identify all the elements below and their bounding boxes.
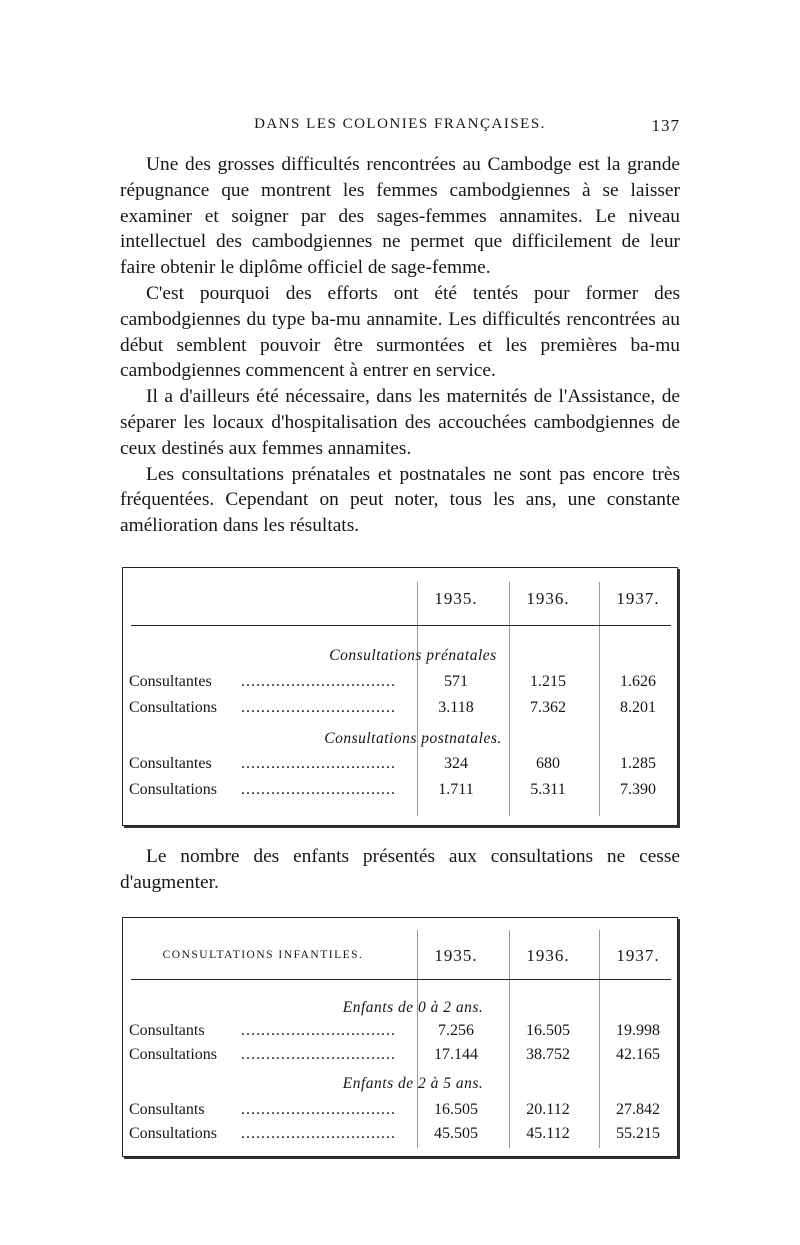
header-rule [131,625,671,626]
row-label: Consultations [129,781,218,798]
cell-value: 7.256 [438,1022,474,1039]
row-label: Consultations [129,1046,218,1063]
cell-value: 16.505 [526,1022,570,1039]
cell-value: 1.626 [620,673,656,690]
cell-value: 38.752 [526,1046,570,1063]
leader-dots: ............................... [241,781,396,798]
row-label: Consultants [129,1022,205,1039]
infant-consultations-table [122,917,678,1157]
leader-dots: ............................... [241,1101,396,1118]
row-label: Consultantes [129,673,212,690]
cell-value: 7.390 [620,781,656,798]
year-header: 1936. [526,946,570,965]
leader-dots: ............................... [241,1022,396,1039]
section-title: Consultations postnatales. [324,730,502,747]
consultations-table [122,567,678,826]
cell-value: 7.362 [530,699,566,716]
leader-dots: ............................... [241,1046,396,1063]
body-text [120,152,680,539]
year-header: 1935. [434,589,478,608]
paragraph: Une des grosses difficultés rencontrées au Cambodge est la grande répugnance que montrent les femmes cambodgiennes à se laisser examiner et soigner par des sages-femmes annamites. Le niveau intellectuel des cambodgiennes ne permet que difficilement de leur faire obtenir le diplôme officiel de sage-femme. [120,154,680,279]
cell-value: 55.215 [616,1125,660,1142]
cell-value: 45.505 [434,1125,478,1142]
middle-paragraph-block [120,844,680,896]
section-title: Consultations prénatales [329,647,497,664]
cell-value: 20.112 [526,1101,570,1118]
cell-value: 3.118 [438,699,474,716]
cell-value: 324 [444,755,468,772]
cell-value: 1.285 [620,755,656,772]
paragraph: C'est pourquoi des efforts ont été tentés pour former des cambodgiennes du type ba-mu annamite. Les difficultés rencontrées au début semblent pouvoir être surmontées et les premières ba-mu cambodgiennes commencent à entrer en service. [120,282,680,382]
row-label: Consultantes [129,755,212,772]
paragraph: Le nombre des enfants présentés aux consultations ne cesse d'augmenter. [120,846,680,893]
cell-value: 45.112 [526,1125,570,1142]
paragraph: Il a d'ailleurs été nécessaire, dans les maternités de l'Assistance, de séparer les locaux d'hospitalisation des accouchées cambodgiennes de ceux destinés aux femmes annamites. [120,386,680,459]
leader-dots: ............................... [241,1125,396,1142]
year-header: 1935. [434,946,478,965]
row-label: Consultations [129,1125,218,1142]
header-rule [131,979,671,980]
cell-value: 16.505 [434,1101,478,1118]
year-header: 1937. [616,946,660,965]
paragraph: Les consultations prénatales et postnatales ne sont pas encore très fréquentées. Cependant on peut noter, tous les ans, une constante amélioration dans les résultats. [120,463,680,537]
row-label: Consultants [129,1101,205,1118]
section-title: Enfants de 2 à 5 ans. [342,1075,484,1092]
cell-value: 571 [444,673,468,690]
corner-label: CONSULTATIONS INFANTILES. [162,949,364,961]
cell-value: 42.165 [616,1046,660,1063]
cell-value: 27.842 [616,1101,660,1118]
year-header: 1937. [616,589,660,608]
leader-dots: ............................... [241,673,396,690]
row-label: Consultations [129,699,218,716]
cell-value: 19.998 [616,1022,660,1039]
running-title: DANS LES COLONIES FRANÇAISES. [254,116,546,132]
year-header: 1936. [526,589,570,608]
cell-value: 17.144 [434,1046,478,1063]
section-title: Enfants de 0 à 2 ans. [342,999,484,1016]
cell-value: 680 [536,755,560,772]
page-header [120,116,680,140]
leader-dots: ............................... [241,755,396,772]
cell-value: 1.711 [438,781,474,798]
leader-dots: ............................... [241,699,396,716]
page-number: 137 [651,116,680,135]
cell-value: 1.215 [530,673,566,690]
cell-value: 8.201 [620,699,656,716]
cell-value: 5.311 [530,781,566,798]
